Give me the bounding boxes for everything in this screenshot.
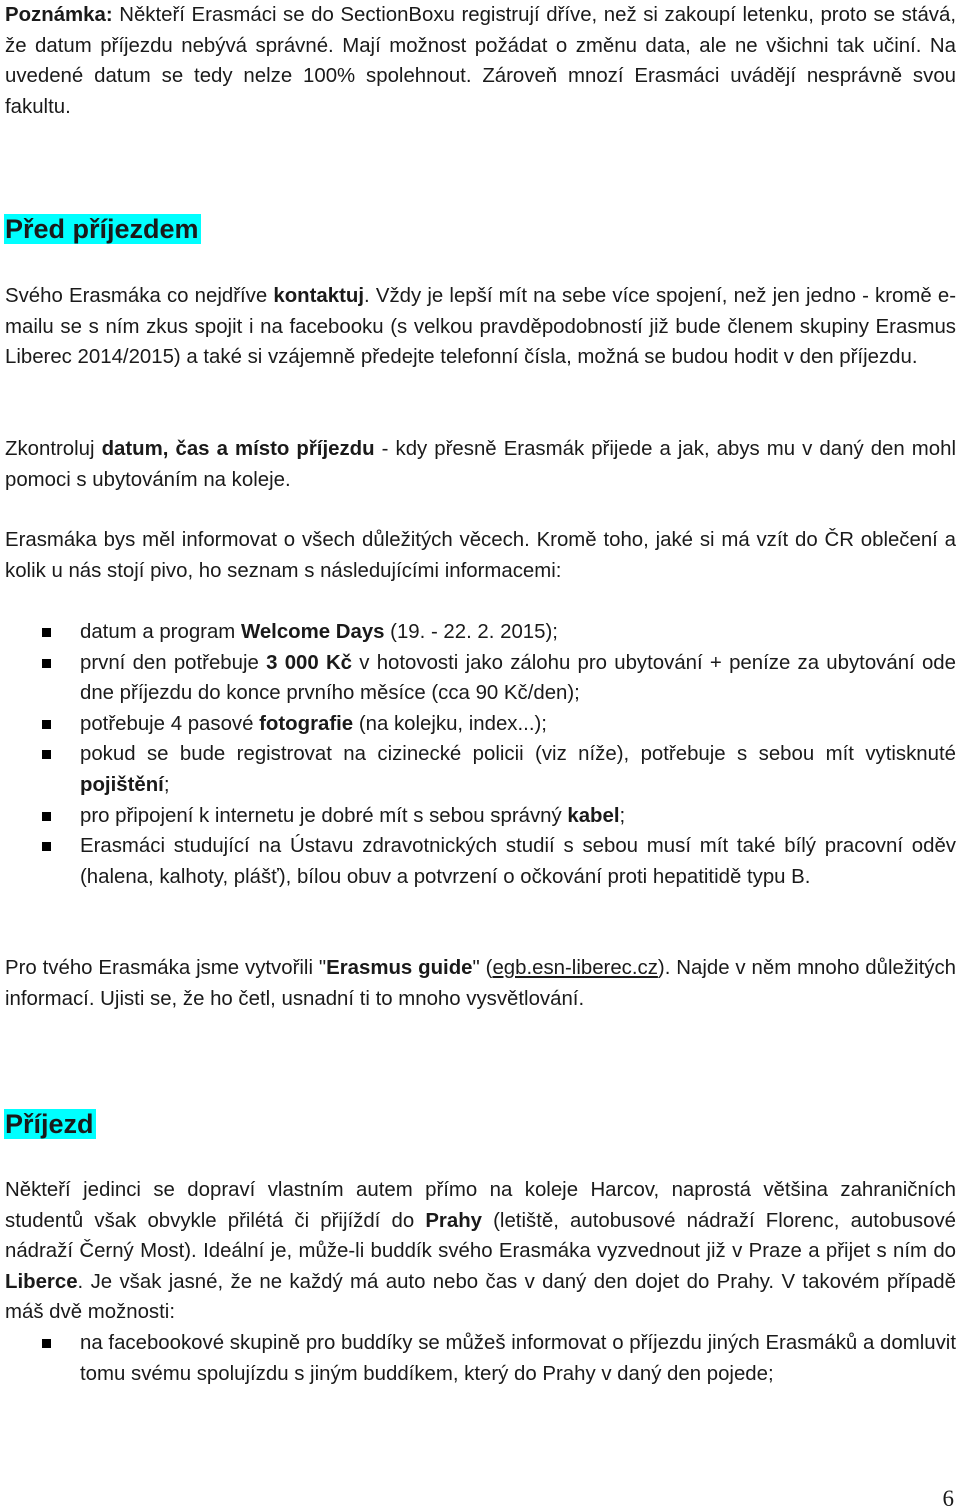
- square-bullet-icon: [42, 628, 51, 637]
- page-number: 6: [942, 1486, 954, 1511]
- square-bullet-icon: [42, 659, 51, 668]
- square-bullet-icon: [42, 812, 51, 821]
- info-list: [0, 617, 956, 892]
- arrival-options-list: [0, 1328, 956, 1389]
- list-item: pro připojení k internetu je dobré mít s sebou správný kabel;: [0, 801, 956, 832]
- guide-paragraph: Pro tvého Erasmáka jsme vytvořili "Erasmus guide" (egb.esn-liberec.cz). Najde v něm mnoho důležitých informací. Ujisti se, že ho četl, usnadní ti to mnoho vysvětlování.: [5, 957, 956, 1010]
- list-item: Erasmáci studující na Ústavu zdravotnických studií s sebou musí mít také bílý pracovní oděv (halena, kalhoty, plášť), bílou obuv a potvrzení o očkování proti hepatitidě typu B.: [0, 831, 956, 892]
- square-bullet-icon: [42, 720, 51, 729]
- list-item: první den potřebuje 3 000 Kč v hotovosti jako zálohu pro ubytování + peníze za ubytování ode dne příjezdu do konce prvního měsíce (cca 90 Kč/den);: [0, 648, 956, 709]
- list-item: datum a program Welcome Days (19. - 22. 2. 2015);: [0, 617, 956, 648]
- check-arrival-paragraph: Zkontroluj datum, čas a místo příjezdu - kdy přesně Erasmák přijede a jak, abys mu v daný den mohl pomoci s ubytováním na koleje.: [5, 438, 956, 491]
- section-heading-before-arrival: Před příjezdem: [5, 214, 199, 244]
- guide-link[interactable]: egb.esn-liberec.cz: [492, 957, 658, 979]
- section-heading-arrival: Příjezd: [5, 1109, 94, 1139]
- square-bullet-icon: [42, 1339, 51, 1348]
- note-label: Poznámka:: [5, 4, 113, 26]
- inform-paragraph: Erasmáka bys měl informovat o všech důležitých věcech. Kromě toho, jaké si má vzít do ČR oblečení a kolik u nás stojí pivo, ho seznam s následujícími informacemi:: [5, 529, 956, 582]
- square-bullet-icon: [42, 750, 51, 759]
- list-item: potřebuje 4 pasové fotografie (na kolejku, index...);: [0, 709, 956, 740]
- square-bullet-icon: [42, 842, 51, 851]
- arrival-paragraph: Někteří jedinci se dopraví vlastním autem přímo na koleje Harcov, naprostá většina zahraničních studentů však obvykle přilétá či přijíždí do Prahy (letiště, autobusové nádraží Florenc, autobusové nádraží Černý Most). Ideální je, může-li buddík svého Erasmáka vyzvednout již v Praze a přijet s ním do Liberce. Je však jasné, že ne každý má auto nebo čas v daný den dojet do Prahy. V takovém případě máš dvě možnosti:: [5, 1179, 957, 1324]
- list-item: pokud se bude registrovat na cizinecké policii (viz níže), potřebuje s sebou mít vytisknuté pojištění;: [0, 739, 956, 800]
- note-text: Někteří Erasmáci se do SectionBoxu registrují dříve, než si zakoupí letenku, proto se stává, že datum příjezdu nebývá správné. Mají možnost požádat o změnu data, ale ne všichni tak učiní. Na uvedené datum se tedy nelze 100% spolehnout. Zároveň mnozí Erasmáci uvádějí nesprávně svou fakultu.: [5, 4, 956, 118]
- contact-paragraph: Svého Erasmáka co nejdříve kontaktuj. Vždy je lepší mít na sebe více spojení, než jen jedno - kromě e-mailu se s ním zkus spojit i na facebooku (s velkou pravděpodobností již bude členem skupiny Erasmus Liberec 2014/2015) a také si vzájemně předejte telefonní čísla, možná se budou hodit v den příjezdu.: [5, 285, 957, 369]
- list-item: na facebookové skupině pro buddíky se můžeš informovat o příjezdu jiných Erasmáků a domluvit tomu svému spolujízdu s jiným buddíkem, který do Prahy v daný den pojede;: [0, 1328, 956, 1389]
- note-paragraph: [5, 0, 956, 122]
